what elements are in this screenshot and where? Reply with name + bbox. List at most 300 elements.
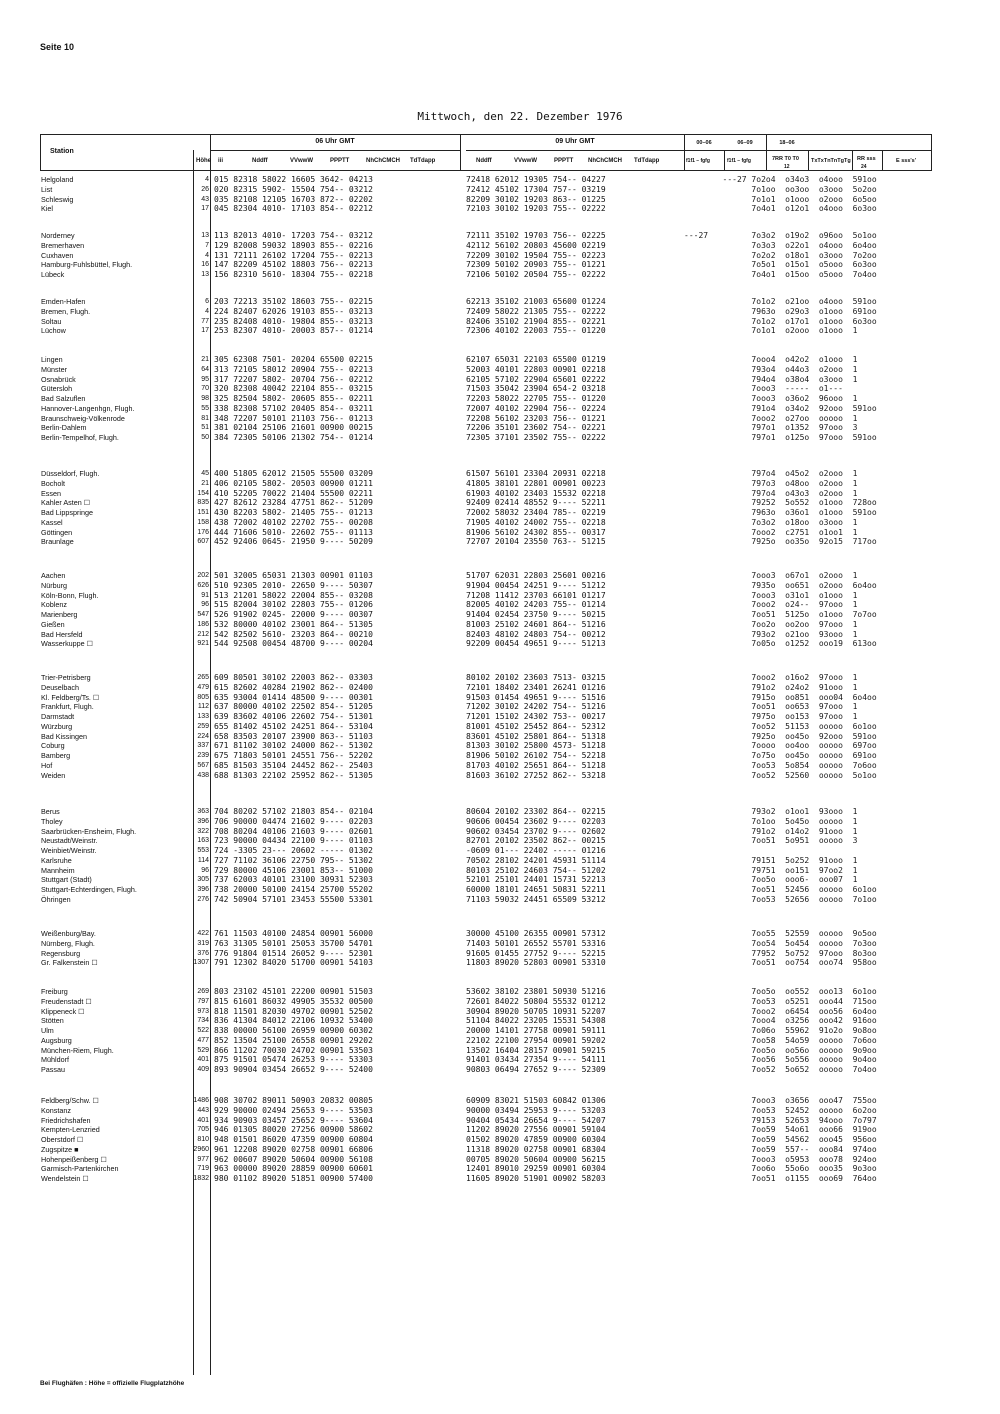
- header-06-subline: [210, 150, 460, 151]
- obs-09-utc: 72309 50102 20903 755-- 01221: [466, 260, 606, 270]
- obs-extra: 797o3 o48oo o2ooo 1: [684, 478, 858, 488]
- obs-extra: 7oo54 5o454 ooooo 7o3oo: [684, 938, 877, 948]
- obs-extra: 7963o o36o1 o1ooo 591oo: [684, 508, 877, 517]
- table-row: [0, 1145, 1000, 1155]
- station-name: Würzburg: [41, 721, 73, 731]
- obs-06-utc: 147 82209 45102 18803 756-- 02213: [214, 260, 373, 270]
- divider-extra-4: [852, 150, 853, 170]
- table-row: [0, 231, 1000, 241]
- table-row: [0, 241, 1000, 251]
- station-group: [0, 929, 1000, 968]
- obs-09-utc: 81003 25102 24601 864-- 51216: [466, 619, 606, 629]
- table-row: [0, 761, 1000, 771]
- station-name: Öhringen: [41, 894, 71, 904]
- obs-09-utc: 62107 65031 22103 65500 01219: [466, 355, 606, 364]
- station-elevation: 239: [197, 752, 209, 759]
- table-row: [0, 195, 1000, 205]
- station-name: Gr. Falkenstein ☐: [41, 958, 98, 968]
- obs-06-utc: 384 72305 50106 21302 754-- 01214: [214, 433, 373, 442]
- header-tdtd-09: TdTdapp: [634, 158, 660, 164]
- station-name: Hannover-Langenhgn, Flugh.: [41, 403, 135, 413]
- obs-extra: 7o1o2 o21oo o4ooo 591oo: [684, 297, 877, 306]
- table-row: [0, 846, 1000, 856]
- obs-06-utc: 980 01102 89020 51851 00900 57400: [214, 1174, 373, 1183]
- station-name: Freiburg: [41, 987, 68, 996]
- obs-extra: 7o1o1 o2ooo o1ooo 1: [684, 326, 858, 336]
- table-row: [0, 571, 1000, 581]
- table-row: [0, 630, 1000, 640]
- obs-09-utc: 81703 40102 25651 864-- 51218: [466, 760, 606, 770]
- station-name: Mannheim: [41, 865, 75, 875]
- header-tdtd-06: TdTdapp: [410, 158, 436, 164]
- obs-extra: 7925o oo35o 92o15 717oo: [684, 537, 877, 547]
- station-name: Soltau: [41, 316, 62, 326]
- station-name: Kiel: [41, 204, 53, 214]
- table-row: [0, 1096, 1000, 1106]
- obs-06-utc: 410 52205 70022 21404 55500 02211: [214, 488, 373, 498]
- table-row: [0, 326, 1000, 336]
- divider-extra-1: [724, 150, 725, 170]
- obs-extra: 7ooo3 o67o1 o2ooo 1: [684, 571, 858, 580]
- obs-09-utc: 60909 83021 51503 60842 01306: [466, 1096, 606, 1105]
- station-name: Bremerhaven: [41, 240, 85, 250]
- obs-extra: 7o75o oo45o ooooo 691oo: [684, 751, 877, 760]
- obs-extra: 7oo51 5o951 ooooo 3: [684, 836, 858, 846]
- station-elevation: 322: [197, 827, 209, 835]
- table-row: [0, 185, 1000, 195]
- station-elevation: 265: [197, 674, 209, 681]
- obs-extra: 7975o oo153 97ooo 1: [684, 712, 858, 721]
- obs-09-utc: 71201 15102 24302 753-- 00217: [466, 712, 606, 721]
- table-row: [0, 1116, 1000, 1126]
- table-row: [0, 375, 1000, 385]
- table-row: [0, 836, 1000, 846]
- table-row: [0, 317, 1000, 327]
- station-elevation: 21: [201, 356, 209, 363]
- obs-06-utc: 542 82502 5610- 23203 864-- 00210: [214, 629, 373, 639]
- obs-09-utc: 72206 35101 23602 754-- 02221: [466, 423, 606, 433]
- station-elevation: 13: [201, 271, 209, 278]
- obs-06-utc: 444 71606 5010- 22602 755-- 01113: [214, 527, 373, 537]
- table-row: [0, 702, 1000, 712]
- obs-06-utc: 637 80000 40102 22502 854-- 51205: [214, 702, 373, 712]
- obs-09-utc: 53602 38102 23801 50930 51216: [466, 987, 606, 996]
- table-row: [0, 591, 1000, 601]
- station-elevation: 1832: [193, 1175, 209, 1182]
- obs-extra: 7o4o1 o15oo o5ooo 7o4oo: [684, 270, 877, 279]
- station-elevation: 607: [197, 538, 209, 546]
- obs-06-utc: 400 51805 62012 21505 55500 03209: [214, 469, 373, 478]
- obs-extra: 794o4 o38o4 o3ooo 1: [684, 374, 858, 384]
- table-row: [0, 673, 1000, 683]
- header-nddff-06: Nddff: [252, 158, 268, 164]
- table-row: [0, 1164, 1000, 1174]
- station-elevation: 269: [197, 988, 209, 995]
- obs-extra: 7oo51 5125o o1ooo 7o7oo: [684, 610, 877, 619]
- obs-09-utc: 30904 89020 50705 10931 52207: [466, 1006, 606, 1016]
- obs-09-utc: 72007 40102 22904 756-- 02224: [466, 403, 606, 413]
- obs-06-utc: 406 02105 5802- 20503 00900 01211: [214, 478, 373, 488]
- station-elevation: 70: [201, 385, 209, 393]
- obs-06-utc: 724 -3305 23--- 20602 ----- 01302: [214, 846, 373, 855]
- obs-extra: 793o4 o44o3 o2ooo 1: [684, 364, 858, 374]
- obs-09-utc: 71103 59032 24451 65509 53212: [466, 894, 606, 904]
- station-name: Lüchow: [41, 326, 66, 336]
- station-name: Garmisch-Partenkirchen: [41, 1164, 119, 1174]
- obs-06-utc: 348 72207 50101 21103 756-- 01213: [214, 413, 373, 423]
- obs-06-utc: 815 61601 86032 49905 35532 00500: [214, 996, 373, 1006]
- station-name: Bad Salzuflen: [41, 394, 86, 403]
- station-name: Marienberg: [41, 610, 78, 619]
- station-name: Köln-Bonn, Flugh.: [41, 590, 99, 600]
- obs-extra: 7o06o 55962 91o2o 9o8oo: [684, 1026, 877, 1035]
- station-name: Nürburg: [41, 580, 67, 590]
- obs-06-utc: 113 82013 4010- 17203 754-- 03212: [214, 231, 373, 240]
- obs-extra: 7oo51 oo754 ooo74 958oo: [684, 958, 877, 968]
- header-vvwww-09: VVwwW: [514, 158, 538, 164]
- station-name: Weiden: [41, 770, 66, 780]
- obs-extra: 7925o oo45o 92ooo 591oo: [684, 731, 877, 741]
- header-rr24: 24: [861, 164, 867, 170]
- obs-extra: 797o4 o45o2 o2ooo 1: [684, 469, 858, 478]
- obs-extra: 7oo58 54o59 ooooo 7o6oo: [684, 1035, 877, 1045]
- station-elevation: 734: [197, 1017, 209, 1025]
- table-row: [0, 508, 1000, 518]
- station-name: Kahler Asten ☐: [41, 498, 91, 508]
- obs-09-utc: 72305 37101 23502 755-- 02222: [466, 433, 606, 442]
- station-elevation: 21: [201, 479, 209, 487]
- table-row: [0, 270, 1000, 280]
- station-name: Lingen: [41, 355, 63, 364]
- table-row: [0, 1055, 1000, 1065]
- table-row: [0, 404, 1000, 414]
- obs-09-utc: 72418 62012 19305 754-- 04227: [466, 175, 606, 184]
- obs-09-utc: 72203 58022 22705 755-- 01220: [466, 394, 606, 403]
- table-row: [0, 528, 1000, 538]
- obs-09-utc: 13502 16404 28157 00901 59215: [466, 1045, 606, 1055]
- station-name: Cuxhaven: [41, 250, 74, 260]
- station-elevation: 567: [197, 761, 209, 769]
- obs-09-utc: -0609 01--- 22402 ----- 01216: [466, 846, 606, 855]
- obs-09-utc: 51104 84022 23205 15531 54308: [466, 1016, 606, 1026]
- station-elevation: 81: [201, 414, 209, 422]
- obs-06-utc: 675 71803 50101 24551 756-- 52202: [214, 751, 373, 760]
- obs-09-utc: 92409 02414 48552 9---- 52211: [466, 498, 606, 508]
- obs-09-utc: 52101 25101 24401 15731 52213: [466, 875, 606, 885]
- station-name: Neustadt/Weinstr.: [41, 836, 98, 846]
- station-name: Gütersloh: [41, 384, 73, 394]
- station-elevation: 64: [201, 365, 209, 373]
- station-elevation: 443: [197, 1106, 209, 1114]
- obs-extra: 7ooo4 o3256 ooo42 916oo: [684, 1016, 877, 1026]
- obs-extra: 7oo2o oo2oo 97ooo 1: [684, 619, 858, 629]
- station-name: Bad Lippspringe: [41, 508, 93, 517]
- station-name: Bocholt: [41, 478, 65, 488]
- station-elevation: 91: [201, 591, 209, 599]
- station-name: Coburg: [41, 741, 65, 751]
- obs-06-utc: 438 72002 40102 22702 755-- 00208: [214, 517, 373, 527]
- obs-09-utc: 91503 01454 49651 9---- 51516: [466, 692, 606, 702]
- station-elevation: 154: [197, 489, 209, 497]
- table-row: [0, 929, 1000, 939]
- station-name: Konstanz: [41, 1105, 71, 1115]
- header-00-06: 00–06: [696, 140, 712, 146]
- obs-extra: 7o1o1 o1ooo o2ooo 6o5oo: [684, 194, 877, 204]
- obs-extra: 7oo5o oo552 ooo13 6o1oo: [684, 987, 877, 996]
- station-group: [0, 469, 1000, 547]
- station-name: Norderney: [41, 231, 75, 240]
- station-elevation: 4: [205, 251, 209, 259]
- obs-extra: 7oo59 54o61 ooo66 919oo: [684, 1125, 877, 1135]
- table-row: [0, 251, 1000, 261]
- obs-06-utc: 338 82308 57102 20405 854-- 03211: [214, 403, 373, 413]
- obs-extra: 7oo53 o5251 ooo44 715oo: [684, 996, 877, 1006]
- station-elevation: 396: [197, 886, 209, 893]
- obs-06-utc: 526 91902 0245- 22000 9---- 00307: [214, 610, 373, 619]
- obs-extra: 797o4 o43o3 o2ooo 1: [684, 488, 858, 498]
- station-elevation: 45: [201, 470, 209, 477]
- station-name: Stuttgart (Stadt): [41, 875, 92, 885]
- obs-09-utc: 81906 50102 26102 754-- 52218: [466, 751, 606, 760]
- obs-extra: 7o1oo 5o45o ooooo 1: [684, 816, 858, 826]
- station-name: Stötten: [41, 1016, 64, 1026]
- obs-09-utc: 12401 89010 29259 00901 60304: [466, 1164, 606, 1174]
- obs-09-utc: 91404 02454 23750 9---- 50215: [466, 610, 606, 619]
- station-name: Nürnberg, Flugh.: [41, 938, 95, 948]
- obs-09-utc: 72208 56102 23203 756-- 01221: [466, 413, 606, 423]
- table-row: [0, 610, 1000, 620]
- header-09-subline: [466, 150, 690, 151]
- obs-09-utc: 80103 25102 24603 754-- 51202: [466, 865, 606, 875]
- divider-06-09: [460, 134, 461, 170]
- obs-extra: 7oo55 52559 ooooo 9o5oo: [684, 929, 877, 938]
- obs-extra: 7ooo3 o31o1 o1ooo 1: [684, 590, 858, 600]
- station-name: Kempten-Lenzried: [41, 1125, 100, 1135]
- footnote: Bei Flughäfen : Höhe = offizielle Flugplatzhöhe: [40, 1380, 185, 1387]
- header-top-line: [40, 134, 932, 135]
- obs-09-utc: 91605 01455 27752 9---- 52215: [466, 948, 606, 958]
- table-row: [0, 693, 1000, 703]
- station-elevation: 13: [201, 232, 209, 239]
- station-elevation: 705: [197, 1126, 209, 1134]
- obs-extra: 793o2 o21oo 93ooo 1: [684, 629, 858, 639]
- obs-06-utc: 803 23102 45101 22200 00901 51503: [214, 987, 373, 996]
- station-elevation: 805: [197, 693, 209, 701]
- obs-extra: 7ooo4 o42o2 o1ooo 1: [684, 355, 858, 364]
- obs-06-utc: 875 91501 05474 26253 9---- 53303: [214, 1055, 373, 1065]
- station-elevation: 921: [197, 640, 209, 648]
- obs-06-utc: 501 32005 65031 21303 00901 01103: [214, 571, 373, 580]
- station-name: Schleswig: [41, 194, 74, 204]
- obs-06-utc: 761 11503 40100 24854 00901 56000: [214, 929, 373, 938]
- station-name: Augsburg: [41, 1035, 72, 1045]
- obs-09-utc: 81303 30102 25800 4573- 51218: [466, 741, 606, 751]
- station-elevation: 17: [201, 205, 209, 213]
- station-elevation: 337: [197, 742, 209, 750]
- table-row: [0, 807, 1000, 817]
- station-name: Saarbrücken-Ensheim, Flugh.: [41, 826, 137, 836]
- station-name: Darmstadt: [41, 712, 75, 721]
- obs-09-utc: 80604 20102 23302 864-- 02215: [466, 807, 606, 816]
- table-row: [0, 365, 1000, 375]
- obs-extra: 7oo6o 55o6o ooo35 9o3oo: [684, 1164, 877, 1174]
- obs-09-utc: 82406 35102 21904 855-- 02221: [466, 316, 606, 326]
- obs-extra: 79153 52653 94ooo 7o797: [684, 1115, 877, 1125]
- table-row: [0, 1155, 1000, 1165]
- obs-06-utc: 836 41304 84012 22106 10932 53400: [214, 1016, 373, 1026]
- station-elevation: 186: [197, 620, 209, 628]
- table-row: [0, 683, 1000, 693]
- table-row: [0, 771, 1000, 781]
- obs-extra: 7ooo3 o3656 ooo47 755oo: [684, 1096, 877, 1105]
- station-elevation: 626: [197, 581, 209, 589]
- obs-06-utc: 852 13504 25100 26558 00901 29202: [214, 1035, 373, 1045]
- station-elevation: 973: [197, 1007, 209, 1015]
- station-name: Hamburg-Fuhlsbüttel, Flugh.: [41, 260, 133, 270]
- obs-06-utc: 515 82004 30102 22803 755-- 01206: [214, 600, 373, 610]
- station-name: Berlin-Dahlem: [41, 423, 87, 433]
- station-name: Hof: [41, 760, 53, 770]
- obs-09-utc: 72103 30102 19203 755-- 02222: [466, 204, 606, 214]
- table-row: [0, 949, 1000, 959]
- station-name: Friedrichshafen: [41, 1115, 91, 1125]
- obs-09-utc: 11605 89020 51901 00902 58203: [466, 1174, 606, 1183]
- header-left-border: [40, 134, 41, 170]
- obs-extra: ---27 7o2o4 o34o3 o4ooo 591oo: [684, 175, 877, 184]
- station-elevation: 553: [197, 847, 209, 854]
- obs-06-utc: 015 82318 58022 16605 3642- 04213: [214, 175, 373, 184]
- table-row: [0, 1026, 1000, 1036]
- station-elevation: 4: [205, 307, 209, 315]
- station-name: Trier-Petrisberg: [41, 673, 91, 682]
- obs-06-utc: 742 50904 57101 23453 55500 53301: [214, 894, 373, 904]
- station-elevation: 797: [197, 997, 209, 1005]
- station-elevation: 16: [201, 261, 209, 269]
- obs-extra: 7o3o3 o22o1 o4ooo 6o4oo: [684, 240, 877, 250]
- obs-extra: 7o1o2 o17o1 o1ooo 6o3oo: [684, 316, 877, 326]
- station-name: München-Riem, Flugh.: [41, 1045, 114, 1055]
- station-name: Regensburg: [41, 948, 81, 958]
- obs-09-utc: 72306 40102 22003 755-- 01220: [466, 326, 606, 336]
- station-name: Karlsruhe: [41, 855, 72, 865]
- obs-09-utc: 82403 48102 24803 754-- 00212: [466, 629, 606, 639]
- table-row: [0, 581, 1000, 591]
- station-name: Berus: [41, 807, 60, 816]
- obs-09-utc: 72101 18402 23401 26241 01216: [466, 682, 606, 692]
- header-06-uhr: 06 Uhr GMT: [315, 138, 355, 145]
- obs-09-utc: 22102 22100 27954 00901 59202: [466, 1035, 606, 1045]
- station-elevation: 96: [201, 601, 209, 609]
- obs-09-utc: 72601 84022 50804 55532 01212: [466, 996, 606, 1006]
- table-row: [0, 1065, 1000, 1075]
- obs-extra: 791o2 o14o2 91ooo 1: [684, 826, 858, 836]
- header-vvwww-06: VVwwW: [290, 158, 314, 164]
- obs-09-utc: 82005 40102 24203 755-- 01214: [466, 600, 606, 610]
- station-elevation: 363: [197, 808, 209, 815]
- station-elevation: 112: [197, 703, 209, 711]
- station-elevation: 158: [197, 518, 209, 526]
- station-name: Essen: [41, 488, 61, 498]
- header-ff-1: f1f1 – fgfg: [686, 158, 710, 164]
- obs-09-utc: 72106 50102 20504 755-- 02222: [466, 270, 606, 279]
- obs-06-utc: 020 82315 5902- 15504 754-- 03212: [214, 184, 373, 194]
- station-name: Feldberg/Schw. ☐: [41, 1096, 99, 1105]
- obs-06-utc: 838 00000 56100 26959 00900 60302: [214, 1026, 373, 1035]
- station-elevation: 547: [197, 611, 209, 618]
- station-elevation: 422: [197, 930, 209, 937]
- table-row: [0, 1036, 1000, 1046]
- station-name: Aachen: [41, 571, 66, 580]
- obs-06-utc: 963 00000 89020 28859 00900 60601: [214, 1164, 373, 1174]
- table-row: [0, 297, 1000, 307]
- table-row: [0, 827, 1000, 837]
- station-name: Münster: [41, 364, 67, 374]
- obs-extra: 797o1 o125o 97ooo 591oo: [684, 433, 877, 442]
- header-ppptt-06: PPPTT: [330, 158, 350, 164]
- station-name: Helgoland: [41, 175, 74, 184]
- obs-09-utc: 70502 28102 24201 45931 51114: [466, 855, 606, 865]
- table-row: [0, 433, 1000, 443]
- obs-09-utc: 81001 45102 25452 864-- 52312: [466, 721, 606, 731]
- obs-06-utc: 729 80000 45106 23001 853-- 51000: [214, 865, 373, 875]
- obs-extra: 7o1oo oo3oo o3ooo 5o2oo: [684, 184, 877, 194]
- obs-extra: 791o4 o34o2 92ooo 591oo: [684, 403, 877, 413]
- obs-06-utc: 313 72105 58012 20904 755-- 02213: [214, 364, 373, 374]
- obs-06-utc: 609 80501 30102 22003 862-- 03303: [214, 673, 373, 682]
- obs-09-utc: 62213 35102 21003 65600 01224: [466, 297, 606, 306]
- obs-extra: 7915o oo851 ooo04 6o4oo: [684, 692, 877, 702]
- obs-06-utc: 129 82008 59032 18903 855-- 02216: [214, 240, 373, 250]
- table-row: [0, 712, 1000, 722]
- obs-extra: 7oo56 5o556 ooooo 9o4oo: [684, 1055, 877, 1065]
- obs-06-utc: 737 62003 40101 23100 30931 52303: [214, 875, 373, 885]
- obs-06-utc: 235 82408 4010- 19804 855-- 03213: [214, 316, 373, 326]
- obs-extra: 7ooo3 ----- o1---: [684, 384, 843, 394]
- obs-09-utc: 62105 57102 22904 65601 02222: [466, 374, 606, 384]
- station-name: Bad Hersfeld: [41, 629, 83, 639]
- obs-09-utc: 72002 58032 23404 785-- 02219: [466, 508, 606, 517]
- table-row: [0, 384, 1000, 394]
- station-elevation: 163: [197, 837, 209, 845]
- page-number: Seite 10: [40, 42, 75, 52]
- obs-06-utc: 045 82304 4010- 17103 854-- 02212: [214, 204, 373, 214]
- station-name: Göttingen: [41, 527, 73, 537]
- obs-06-utc: 929 90000 02494 25653 9---- 53503: [214, 1105, 373, 1115]
- station-name: Lübeck: [41, 270, 65, 279]
- station-elevation: 98: [201, 395, 209, 402]
- table-row: [0, 866, 1000, 876]
- obs-06-utc: 615 82602 40284 21902 862-- 02400: [214, 682, 373, 692]
- obs-06-utc: 738 20000 50100 24154 25700 55202: [214, 885, 373, 894]
- table-row: [0, 639, 1000, 649]
- header-rr: 7RR T0 T0: [772, 156, 799, 162]
- header-09-uhr: 09 Uhr GMT: [555, 138, 595, 145]
- divider-extra-3: [808, 150, 809, 170]
- header-bottom-line: [40, 170, 932, 171]
- obs-09-utc: 20000 14101 27758 00901 59111: [466, 1026, 606, 1035]
- obs-09-utc: 80102 20102 23603 7513- 03215: [466, 673, 606, 682]
- obs-06-utc: 727 71102 36106 22750 795-- 51302: [214, 855, 373, 865]
- table-row: [0, 1016, 1000, 1026]
- obs-06-utc: 961 12208 89020 02758 00901 66806: [214, 1144, 373, 1154]
- obs-06-utc: 776 91804 01514 26052 9---- 52301: [214, 948, 373, 958]
- header-rrsss: RR sss: [857, 156, 876, 162]
- table-row: [0, 958, 1000, 968]
- obs-09-utc: 90606 00454 23602 9---- 02203: [466, 816, 606, 826]
- station-elevation: 176: [197, 528, 209, 536]
- obs-extra: 7oo5o oo56o ooooo 9o9oo: [684, 1045, 877, 1055]
- station-elevation: 96: [201, 866, 209, 874]
